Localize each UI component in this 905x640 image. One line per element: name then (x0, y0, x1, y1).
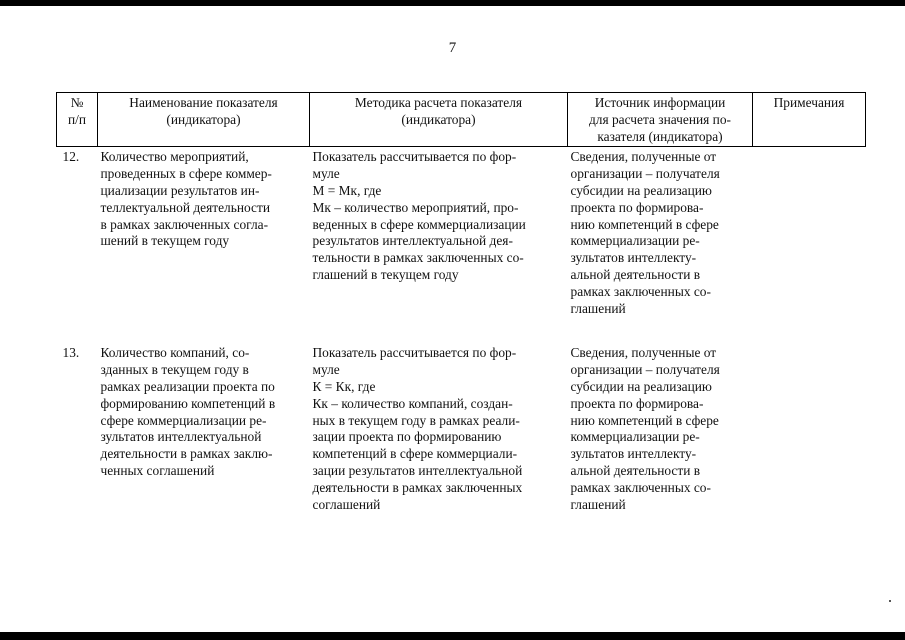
cell-text-line: рамках заключенных со- (570, 283, 711, 299)
cell-text-line: зультатов интеллектуальной (100, 429, 262, 445)
cell-text-line: коммерциализации ре- (570, 233, 700, 249)
cell-text-line: зации результатов интеллектуальной (312, 462, 523, 478)
cell-text-line: деятельности в рамках заключенных (312, 479, 523, 495)
notes-cell (753, 341, 866, 513)
cell-text-line: проекта по формирова- (570, 395, 704, 411)
cell-text-line: Количество компаний, со- (100, 345, 250, 361)
header-line: Наименование показателя (129, 95, 278, 110)
page-number: 7 (448, 40, 457, 56)
header-line: Примечания (773, 95, 845, 110)
top-border (0, 0, 905, 6)
cell-text-line: проекта по формирова- (570, 199, 704, 215)
header-line: Источник информации (594, 95, 726, 110)
header-source (568, 93, 753, 147)
cell-text-line: нию компетенций в сфере (570, 412, 719, 428)
header-line: казателя (индикатора) (597, 128, 723, 144)
cell-text-line: ченных соглашений (100, 462, 215, 478)
cell-text-line: ных в текущем году в рамках реали- (312, 412, 520, 428)
cell-text-line: субсидии на реализацию (570, 182, 712, 198)
cell-text-line: рамках заключенных со- (570, 479, 711, 495)
cell-text-line: циализации результатов ин- (100, 182, 260, 198)
cell-text-line: Сведения, полученные от (570, 345, 717, 361)
cell-text-line: глашений (570, 496, 626, 512)
bottom-border (0, 632, 905, 640)
cell-text-line: зации проекта по формированию (312, 429, 502, 445)
cell-text-line: субсидии на реализацию (570, 378, 712, 394)
cell-text-line: тельности в рамках заключенных со- (312, 250, 524, 266)
cell-text-line: Показатель рассчитывается по фор- (312, 149, 517, 165)
indicators-table (56, 92, 866, 513)
cell-text-line: альной деятельности в (570, 462, 701, 478)
row-number: 13. (62, 345, 80, 361)
cell-text-line: организации – получателя (570, 362, 720, 378)
header-line: для расчета значения по- (588, 111, 731, 127)
cell-text-line: сфере коммерциализации ре- (100, 412, 267, 428)
cell-text-line: проведенных в сфере коммер- (100, 166, 272, 182)
method-cell (310, 341, 568, 513)
source-cell (568, 341, 753, 513)
header-method (310, 93, 568, 147)
header-notes (753, 93, 866, 147)
indicator-name-cell (98, 147, 310, 341)
header-line: п/п (67, 111, 87, 127)
cell-text-line: зультатов интеллекту- (570, 250, 697, 266)
cell-text-line: альной деятельности в (570, 266, 701, 282)
table-header-row (57, 93, 866, 147)
cell-text-line: зультатов интеллекту- (570, 446, 697, 462)
cell-text-line: Сведения, полученные от (570, 149, 717, 165)
method-cell (310, 147, 568, 341)
cell-text-line: муле (312, 362, 340, 378)
cell-text-line: веденных в сфере коммерциализации (312, 216, 526, 232)
cell-text-line: нию компетенций в сфере (570, 216, 719, 232)
cell-text-line: компетенций в сфере коммерциали- (312, 446, 518, 462)
cell-text-line: М = Мк, где (312, 182, 382, 198)
cell-text-line: муле (312, 166, 340, 182)
row-number: 12. (62, 149, 80, 165)
cell-text-line: шений в текущем году (100, 233, 230, 249)
cell-text-line: зданных в текущем году в (100, 362, 249, 378)
cell-text-line: деятельности в рамках заклю- (100, 446, 273, 462)
table-row (57, 341, 866, 513)
header-line: (индикатора) (166, 111, 241, 127)
cell-text-line: организации – получателя (570, 166, 720, 182)
cell-text-line: К = Кк, где (312, 378, 376, 394)
header-line: № (70, 95, 84, 110)
scan-speck (889, 600, 891, 602)
cell-text-line: глашений (570, 300, 626, 316)
header-line: Методика расчета показателя (354, 95, 523, 110)
cell-text-line: в рамках заключенных согла- (100, 216, 269, 232)
cell-text-line: глашений в текущем году (312, 266, 459, 282)
cell-text-line: Показатель рассчитывается по фор- (312, 345, 517, 361)
cell-text-line: Кк – количество компаний, создан- (312, 395, 513, 411)
header-indicator-name (98, 93, 310, 147)
cell-text-line: соглашений (312, 496, 381, 512)
notes-cell (753, 147, 866, 341)
source-cell (568, 147, 753, 341)
cell-text-line: Количество мероприятий, (100, 149, 249, 165)
table-row (57, 147, 866, 341)
cell-text-line: результатов интеллектуальной дея- (312, 233, 513, 249)
cell-text-line: рамках реализации проекта по (100, 378, 275, 394)
cell-text-line: Мк – количество мероприятий, про- (312, 199, 519, 215)
cell-text-line: коммерциализации ре- (570, 429, 700, 445)
cell-text-line: формированию компетенций в (100, 395, 276, 411)
header-number (57, 93, 98, 147)
header-line: (индикатора) (401, 111, 476, 127)
cell-text-line: теллектуальной деятельности (100, 199, 271, 215)
indicator-name-cell (98, 341, 310, 513)
